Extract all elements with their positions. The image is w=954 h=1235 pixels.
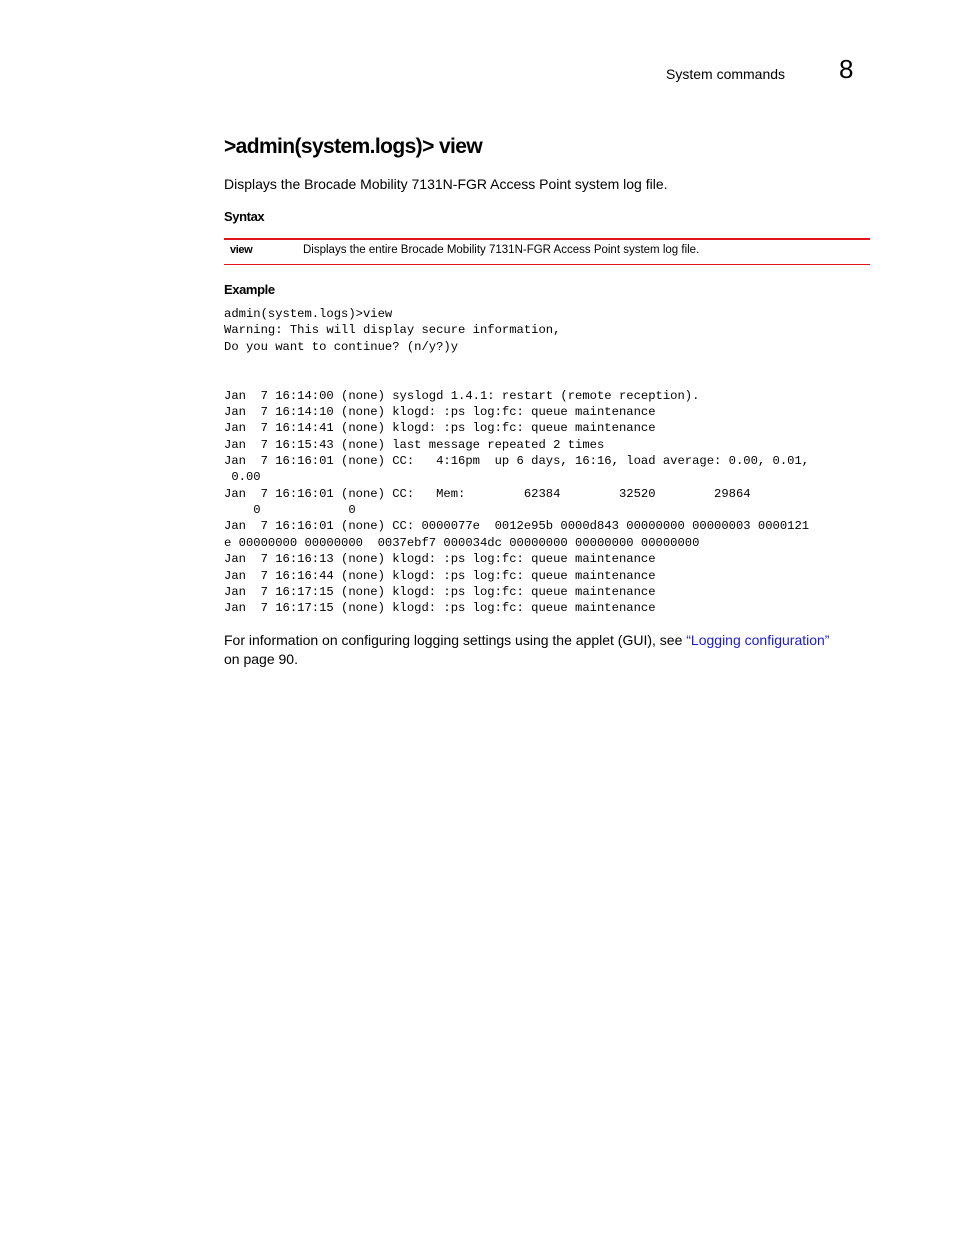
running-header-title: System commands — [666, 66, 786, 82]
cross-reference-text-before: For information on configuring logging settings using the applet (GUI), see — [224, 631, 687, 648]
syntax-heading: Syntax — [224, 209, 265, 224]
syntax-table — [224, 238, 870, 265]
cross-reference-text-after: on page 90. — [224, 650, 298, 667]
logging-configuration-link[interactable]: “Logging configuration” — [686, 631, 830, 648]
chapter-number: 8 — [839, 54, 854, 84]
page-content — [224, 134, 870, 669]
example-heading: Example — [224, 282, 275, 297]
syntax-param: view — [230, 244, 253, 256]
example-code-block: admin(system.logs)>view Warning: This will display secure information, Do you want to continue? (n/y?)y Jan 7 16:14:00 (none) syslogd 1.4.1: restart (remote reception). Jan 7 16:14:10 (none) klogd: :ps log:fc: queue maintenance Jan 7 16:14:41 (none) klogd: :ps log:fc: queue maintenance Jan 7 16:15:43 (none) last message repeated 2 times Jan 7 16:16:01 (none) CC: 4:16pm up 6 days, 16:16, load average: 0.00, 0.01, 0.00 Jan 7 16:16:01 (none) CC: Mem: 62384 32520 29864 0 0 Jan 7 16:16:01 (none) CC: 0000077e 0012e95b 0000d843 00000000 00000003 0000121 e 00000000 00000000 0037ebf7 000034dc 00000000 00000000 00000000 Jan 7 16:16:13 (none) klogd: :ps log:fc: queue maintenance Jan 7 16:16:44 (none) klogd: :ps log:fc: queue maintenance Jan 7 16:17:15 (none) klogd: :ps log:fc: queue maintenance Jan 7 16:17:15 (none) klogd: :ps log:fc: queue maintenance — [224, 307, 810, 616]
command-description: Displays the Brocade Mobility 7131N-FGR Access Point system log file. — [224, 176, 668, 192]
syntax-row — [224, 239, 870, 265]
cross-reference-paragraph — [224, 631, 870, 669]
command-title: >admin(system.logs)> view — [224, 135, 483, 158]
syntax-param-description: Displays the entire Brocade Mobility 7131N-FGR Access Point system log file. — [303, 244, 700, 256]
